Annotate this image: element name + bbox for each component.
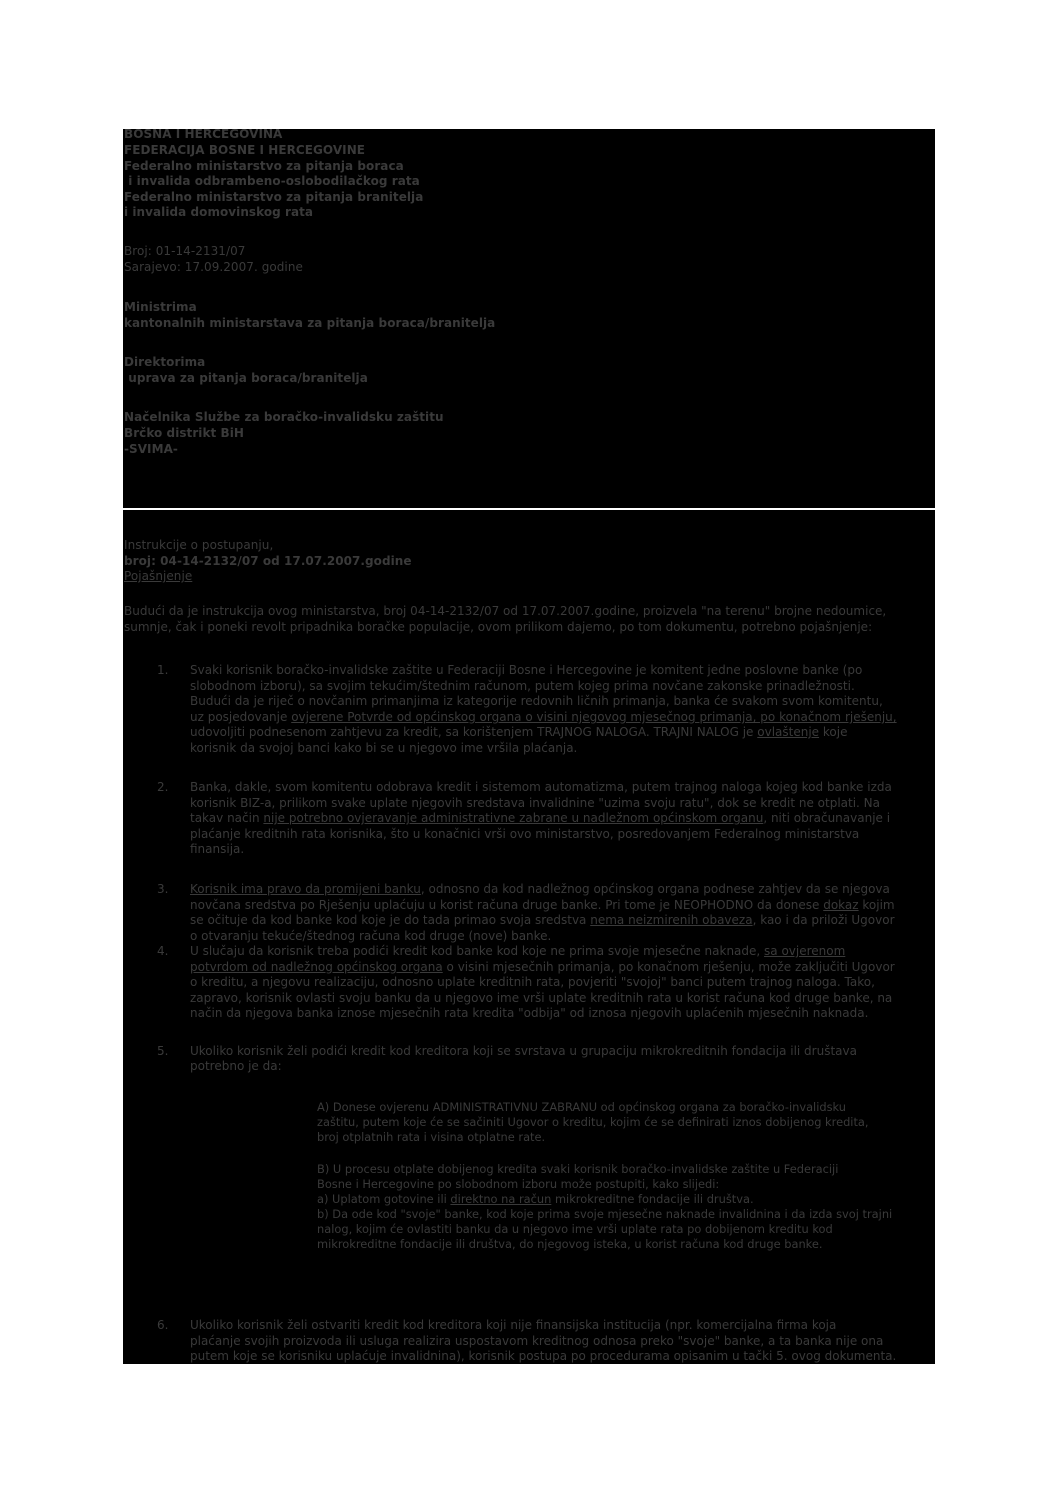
item-4-with-certified: sa ovjerenom (764, 944, 846, 958)
item-5-b-line-3 (317, 1192, 754, 1207)
intro-line-2: sumnje, čak i poneki revolt pripadnika boračke populacije, ovom prilikom dajemo, po tom dokumentu, potrebno pojašnjenje: (124, 620, 873, 634)
item-6-line-2: plaćanje svojih proizvoda ili usluga realizira uspostavom kreditnog odnosa preko "svoje" banke, a ta banka nije ona (190, 1334, 884, 1348)
item-1-line-5-end: koje (819, 725, 848, 739)
item-1-authorization: ovlaštenje (757, 725, 820, 739)
item-2-line-3-start: takav način (190, 811, 264, 825)
item-4-number: 4. (157, 944, 169, 958)
ministry-line-3: Federalno ministarstvo za pitanja branitelja (124, 190, 424, 204)
item-2-no-ban-needed: nije potrebno ovjeravanje administrativne zabrane u nadležnom općinskom organu (263, 811, 764, 825)
item-5-number: 5. (157, 1044, 169, 1058)
subject-line-1: Instrukcije o postupanju, (124, 538, 274, 552)
federation-name: FEDERACIJA BOSNE I HERCEGOVINE (124, 143, 366, 157)
item-1-number: 1. (157, 663, 169, 677)
item-5-line-1: Ukoliko korisnik želi podići kredit kod kreditora koji se svrstava u grupaciju mikrokreditnih fondacija ili društava (190, 1044, 857, 1058)
item-2-line-4: plaćanje kreditnih rata korisnika, što u konačnici vrši ovo ministarstvo, posredovanjem Federalnog ministarstva (190, 827, 860, 841)
item-3-line-2-end: kojim (858, 898, 895, 912)
item-5-line-2: potrebno je da: (190, 1059, 282, 1073)
ministry-line-1: Federalno ministarstvo za pitanja boraca (124, 159, 404, 173)
item-3-line-3-end: , kao i da priloži Ugovor (752, 913, 895, 927)
item-3-line-3-start: se očituje da kod banke kod koje je do tada primao svoja sredstva (190, 913, 591, 927)
recipient-1-title: Ministrima (124, 300, 197, 314)
item-2-line-1: Banka, dakle, svom komitentu odobrava kredit i sistemom automatizma, putem trajnog naloga kojeg kod banke izda (190, 780, 892, 794)
item-2-line-3-end: , niti obračunavanje i (763, 811, 891, 825)
item-3-proof: dokaz (823, 898, 859, 912)
item-3-line-4: o otvaranju tekuće/štednog računa kod druge (nove) banke. (190, 929, 552, 943)
document-date: Sarajevo: 17.09.2007. godine (124, 260, 303, 274)
item-3-line-1-end: , odnosno da kod nadležnog općinskog organa podnese zahtjev da se njegova (420, 882, 890, 896)
header-panel (123, 129, 935, 508)
recipient-2-text: uprava za pitanja boraca/branitelja (124, 371, 368, 385)
item-5-b-line-5: nalog, kojim će ovlastiti banku da u njegovo ime vrši uplate rata po dobijenom kreditu kod (317, 1222, 833, 1236)
item-3-right-to-change-bank: Korisnik ima pravo da promijeni banku (190, 882, 421, 896)
intro-line-1: Budući da je instrukcija ovog ministarstva, broj 04-14-2132/07 od 17.07.2007.godine, proizvela "na terenu" brojne nedoumice, (124, 604, 887, 618)
item-1-line-1: Svaki korisnik boračko-invalidske zaštite u Federaciji Bosne i Hercegovine je komitent jedne poslovne banke (po (190, 663, 863, 677)
item-3-number: 3. (157, 882, 169, 896)
ministry-line-4: i invalida domovinskog rata (124, 205, 314, 219)
item-3-line-2-start: novčana sredstva po Rješenju uplaćuju u korist računa druge banke. Pri tome je NEOPHODNO da donese (190, 898, 824, 912)
item-6-number: 6. (157, 1318, 169, 1332)
item-3-line-3 (190, 913, 895, 929)
item-4-line-1 (190, 944, 845, 960)
item-6-line-3: putem koje se korisniku uplaćuje invalidnina), korisnik postupa po procedurama opisanim u tački 5. ovog dokumenta. (190, 1349, 897, 1363)
country-name: BOSNA I HERCEGOVINA (124, 127, 283, 141)
subject-line-2: broj: 04-14-2132/07 od 17.07.2007.godine (124, 554, 412, 568)
item-5-a-line-2: zaštitu, putem koje će se sačiniti Ugovor o kreditu, kojim će se definirati iznos dobijenog kredita, (317, 1115, 869, 1129)
item-2-line-5: finansija. (190, 842, 245, 856)
item-6-line-1: Ukoliko korisnik želi ostvariti kredit kod kreditora koji nije finansijska institucija (npr. komercijalna firma koja (190, 1318, 837, 1332)
item-5-b-line-6: mikrokreditne fondacije ili društva, do njegovog isteka, u korist računa kod druge banke. (317, 1237, 823, 1251)
ministry-line-2: i invalida odbrambeno-oslobodilačkog rata (124, 174, 420, 188)
item-5-b-line-3-end: mikrokreditne fondacije ili društva. (551, 1192, 754, 1206)
item-1-line-5 (190, 725, 847, 741)
body-panel (123, 510, 935, 1364)
item-1-line-3: Budući da je riječ o novčanim primanjima iz kategorije redovnih ličnih primanja, banka će svakom svom komitentu, (190, 694, 883, 708)
item-3-line-2 (190, 898, 895, 914)
item-4-line-3: o kreditu, a njegovu realizaciju, odnosno uplate kreditnih rata, povjeriti "svojoj" banci putem trajnog naloga. Tako, (190, 975, 875, 989)
item-5-b-line-1: B) U procesu otplate dobijenog kredita svaki korisnik boračko-invalidske zaštite u Federaciji (317, 1162, 839, 1176)
item-5-b-line-2: Bosne i Hercegovine po slobodnom izboru može postupiti, kako slijedi: (317, 1177, 720, 1191)
subject-line-3: Pojašnjenje (124, 569, 193, 583)
item-1-line-4 (190, 710, 897, 726)
item-5-a-line-1: A) Donese ovjerenu ADMINISTRATIVNU ZABRANU od općinskog organa za boračko-invalidsku (317, 1100, 847, 1114)
recipient-3-line-3: -SVIMA- (124, 442, 178, 456)
recipient-1-text: kantonalnih ministarstava za pitanja boraca/branitelja (124, 316, 496, 330)
recipient-3-line-2: Brčko distrikt BiH (124, 426, 244, 440)
item-1-line-6: korisnik da svojoj banci kako bi se u njegovo ime vršila plaćanja. (190, 741, 578, 755)
document-number: Broj: 01-14-2131/07 (124, 244, 246, 258)
recipient-2-title: Direktorima (124, 355, 206, 369)
item-3-line-1 (190, 882, 890, 898)
item-5-a-line-3: broj otplatnih rata i visina otplatne rate. (317, 1130, 546, 1144)
item-5-b-line-4: b) Da ode kod "svoje" banke, kod koje prima svoje mjesečne naknade invalidnina i da izda svoj trajni (317, 1207, 893, 1221)
item-4-line-2 (190, 960, 895, 976)
item-1-line-2: slobodnom izboru), sa svojim tekućim/štednim računom, putem kojeg prima novčane zakonske prinadležnosti. (190, 679, 855, 693)
item-1-line-5-start: udovoljiti podnesenom zahtjevu za kredit, sa korištenjem TRAJNOG NALOGA. TRAJNI NALOG je (190, 725, 758, 739)
item-1-line-4-start: uz posjedovanje (190, 710, 292, 724)
item-4-line-4: zapravo, korisnik ovlasti svoju banku da u njegovo ime vrši uplate kreditnih rata u korist računa kod druge banke, na (190, 991, 893, 1005)
item-2-line-3 (190, 811, 890, 827)
item-4-line-5: način da njegova banka iznose mjesečnih rata kredita "odbija" od iznosa njegovih uplaćenih mjesečnih naknada. (190, 1006, 869, 1020)
item-2-number: 2. (157, 780, 169, 794)
item-3-no-outstanding-debts: nema neizmirenih obaveza (590, 913, 753, 927)
item-4-certificate-authority: potvrdom od nadležnog općinskog organa (190, 960, 443, 974)
item-4-line-2-end: o visini mjesečnih primanja, po konačnom rješenju, može zaključiti Ugovor (442, 960, 895, 974)
item-2-line-2: korisnik BIZ-a, prilikom svake uplate njegovih sredstava invalidnine "uzima svoju ratu", dok se kredit ne otplati. Na (190, 796, 881, 810)
item-5-direct-to-account: direktno na račun (450, 1192, 552, 1206)
item-4-line-1-start: U slučaju da korisnik treba podići kredit kod banke kod koje ne prima svoje mjesečne naknade, (190, 944, 765, 958)
recipient-3-line-1: Načelnika Službe za boračko-invalidsku zaštitu (124, 410, 444, 424)
item-1-certified-confirmation: ovjerene Potvrde od općinskog organa o visini njegovog mjesečnog primanja, po konačnom rješenju, (291, 710, 897, 724)
item-5-b-line-3-start: a) Uplatom gotovine ili (317, 1192, 451, 1206)
